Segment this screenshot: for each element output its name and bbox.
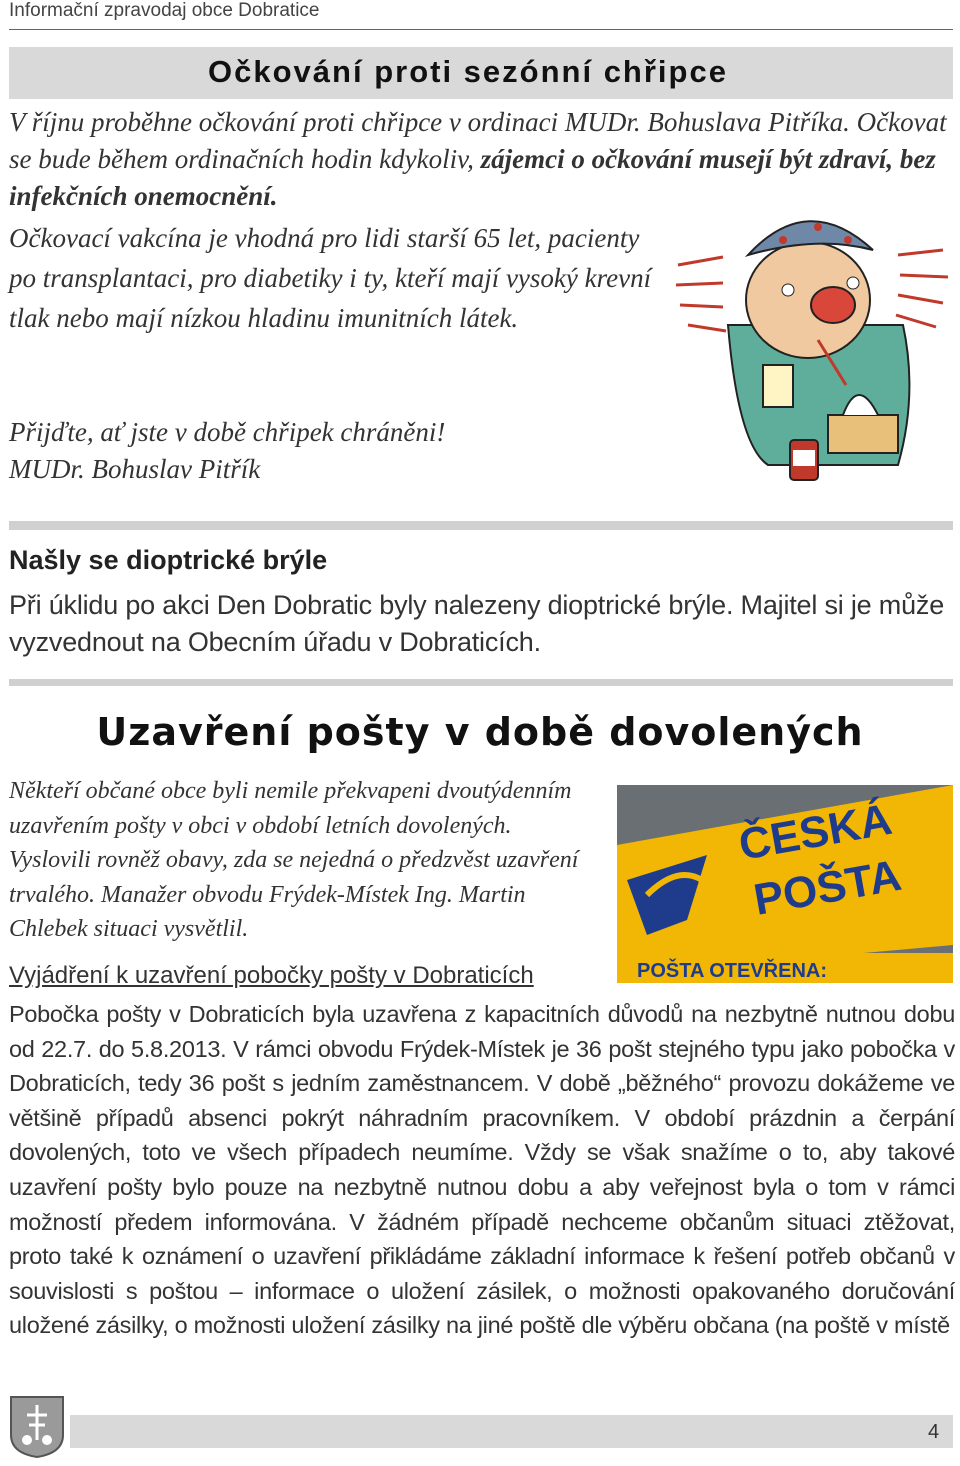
sign-opening-label: POŠTA OTEVŘENA:	[637, 960, 828, 982]
section-divider-2	[9, 679, 953, 686]
post-body-paragraph: Pobočka pošty v Dobraticích byla uzavřena z kapacitních důvodů na nezbytně nutnou dobu od 22.7. do 5.8.2013. V rámci obvodu Frýdek-Místek je 36 pošt stejného typu jako pobočka v Dobraticích, tedy 36 pošt s jedním zaměstnancem. V době „běžného“ provozu dokážeme ve většině případů absenci pokrýt náhradním pracovníkem. V období prázdnin a čerpání dovolených, toto ve všech případech neumíme. Vždy se však snažíme o to, aby takové uzavření pošty bylo pouze na nezbytně nutnou dobu a aby veřejnost byla o tom v rámci možností předem informována. V žádném případě nechceme občanům situaci ztěžovat, proto také k oznámení o uzavření přikládáme základní informace k řešení potřeb občanů v souvislosti s poštou – informace o uložení zásilek, o možnosti opakovaného doručování uložené zásilky, o možnosti uložení zásilky na jiné poště dle výběru občana (na poště v místě	[9, 1001, 955, 1339]
post-intro-paragraph: Někteří občané obce byli nemile překvapeni dvoutýdenním uzavřením pošty v obci v období letních dovolených. Vyslovili rovněž obavy, zda se nejedná o předzvěst uzavření trvalého. Manažer obvodu Frýdek-Místek Ing. Martin Chlebek situaci vysvětlil.	[9, 778, 579, 942]
post-article-title: Uzavření pošty v době dovolených	[96, 710, 864, 754]
flu-signature: MUDr. Bohuslav Pitřík	[9, 454, 261, 484]
flu-article-title: Očkování proti sezónní chřipce	[208, 54, 728, 89]
ceska-posta-sign-photo	[617, 785, 953, 983]
sign-line-2: POŠTA	[750, 850, 905, 925]
flu-vaccine-paragraph: Očkovací vakcína je vhodná pro lidi starší 65 let, pacienty po transplantaci, pro diabetiky i ty, kteří mají vysoký krevní tlak nebo mají nízkou hladinu imunitních látek.	[9, 223, 652, 333]
glasses-text: Při úklidu po akci Den Dobratic byly nalezeny dioptrické brýle. Majitel si je může vyzvednout na Obecním úřadu v Dobraticích.	[9, 590, 945, 657]
flu-intro-normal: V říjnu proběhne očkování proti chřipce v ordinaci MUDr. Bohuslava Pitříka. Očkovat se bude během ordinačních hodin kdykoliv,	[9, 107, 947, 174]
section-divider-1	[9, 521, 953, 530]
flu-closing	[9, 414, 659, 488]
flu-closing-line: Přijďte, ať jste v době chřipek chráněni!	[9, 417, 446, 447]
sick-man-illustration	[668, 195, 953, 485]
footer-band	[70, 1415, 953, 1448]
sign-line-1: ČESKÁ	[735, 794, 896, 870]
village-crest-icon	[9, 1395, 65, 1459]
post-subheading: Vyjádření k uzavření pobočky pošty v Dobraticích	[9, 962, 534, 989]
publication-title: Informační zpravodaj obce Dobratice	[9, 0, 320, 21]
flu-intro-bold: zájemci o očkování musejí být zdraví, bez infekčních onemocnění.	[9, 144, 936, 211]
header-divider	[9, 29, 953, 30]
page-number: 4	[928, 1421, 940, 1443]
glasses-heading: Našly se dioptrické brýle	[9, 545, 328, 575]
